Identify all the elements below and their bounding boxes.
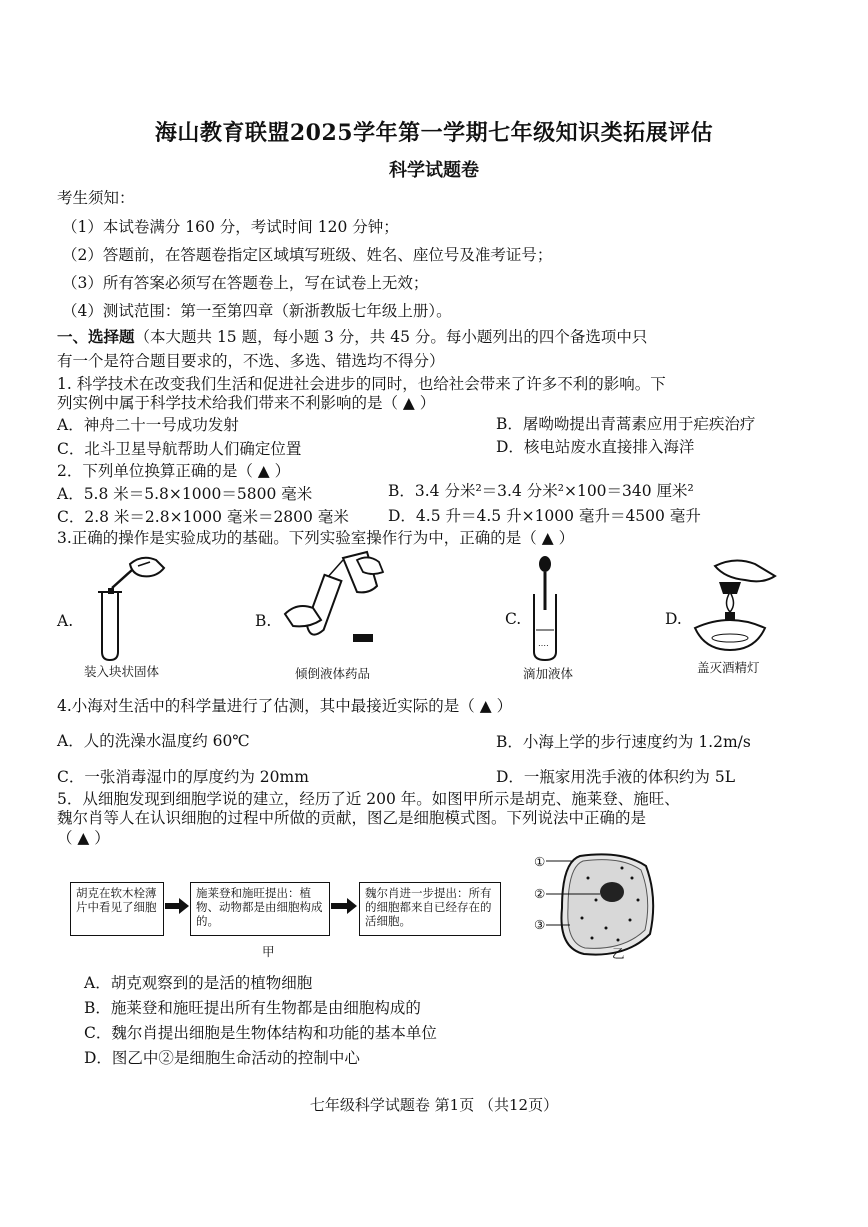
q4-option-b: B．小海上学的步行速度约为 1.2m/s [496,733,751,751]
q4-option-d: D．一瓶家用洗手液的体积约为 5L [496,768,736,786]
svg-text:‥‥: ‥‥ [538,639,549,648]
q5-option-d: D．图乙中②是细胞生命活动的控制中心 [84,1049,360,1067]
q2-option-a: A．5.8 米＝5.8×1000＝5800 毫米 [57,485,313,503]
arrow-right-icon [165,898,189,914]
q5-stem-line2: 魏尔肖等人在认识细胞的过程中所做的贡献，图乙是细胞模式图。下列说法中正确的是 [57,809,647,827]
q5-option-c: C．魏尔肖提出细胞是生物体结构和功能的基本单位 [84,1024,437,1042]
cell-marker-1: ① [534,854,546,869]
q3-caption-b: 倾倒液体药品 [295,666,371,681]
q1-option-b: B．屠呦呦提出青蒿素应用于疟疾治疗 [496,415,756,433]
q3-caption-a: 装入块状固体 [84,664,160,679]
exam-title: 海山教育联盟2025学年第一学期七年级知识类拓展评估 [154,120,714,146]
q2-option-c: C．2.8 米＝2.8×1000 毫米＝2800 毫米 [57,508,349,526]
figure-label-yi: 乙 [612,946,625,961]
section-label: 一、选择题 [57,327,135,346]
q1-stem-line2: 列实例中属于科学技术给我们带来不利影响的是（ ▲ ） [57,394,436,412]
q1-option-a: A．神舟二十一号成功发射 [57,416,239,434]
q2-stem: 2．下列单位换算正确的是（ ▲ ） [57,462,291,480]
q1-stem: 1. 科学技术在改变我们生活和促进社会进步的同时，也给社会带来了许多不利的影响。下 [57,375,666,393]
q4-stem: 4.小海对生活中的科学量进行了估测，其中最接近实际的是（ ▲ ） [57,697,513,715]
figure-alcohol-lamp [685,556,785,656]
arrow-right-icon [331,898,357,914]
q3-label-d: D. [665,610,682,628]
section-desc: （本大题共 15 题，每小题 3 分，共 45 分。每小题列出的四个备选项中只 [134,328,648,346]
q3-caption-d: 盖灭酒精灯 [697,660,760,675]
notice-item: （1）本试卷满分 160 分，考试时间 120 分钟； [62,218,399,236]
figure-solid-into-tube [90,552,170,662]
page-footer: 七年级科学试题卷 第1页 （共12页） [309,1096,559,1114]
q4-option-a: A．人的洗澡水温度约 60℃ [57,732,250,750]
history-box-schleiden-schwann: 施莱登和施旺提出：植物、动物都是由细胞构成的。 [190,882,330,936]
q5-option-a: A．胡克观察到的是活的植物细胞 [84,974,313,992]
figure-label-jia: 甲 [262,944,275,959]
q5-option-b: B．施莱登和施旺提出所有生物都是由细胞构成的 [84,999,421,1017]
exam-subtitle: 科学试题卷 [389,160,479,181]
figure-dropper [520,554,570,664]
q1-option-c: C．北斗卫星导航帮助人们确定位置 [57,440,302,458]
notice-heading: 考生须知： [57,189,135,207]
q2-option-b: B．3.4 分米²＝3.4 分米²×100＝340 厘米² [388,482,694,500]
notice-item: （4）测试范围：第一至第四章（新浙教版七年级上册）。 [62,302,452,320]
notice-item: （2）答题前，在答题卷指定区域填写班级、姓名、座位号及准考证号； [62,246,553,264]
figure-pour-liquid [265,548,415,663]
notice-item: （3）所有答案必须写在答题卷上，写在试卷上无效； [62,274,429,292]
section-desc-line2: 有一个是符合题目要求的，不选、多选、错选均不得分） [57,352,445,370]
q5-stem-line3: （ ▲ ） [57,829,110,847]
q4-option-c: C．一张消毒湿巾的厚度约为 20mm [57,768,309,786]
q3-label-a: A. [57,612,74,630]
q2-option-d: D．4.5 升＝4.5 升×1000 毫升＝4500 毫升 [388,507,701,525]
section-heading [57,325,647,347]
history-box-hooke: 胡克在软木栓薄片中看见了细胞 [70,882,164,936]
q5-stem: 5．从细胞发现到细胞学说的建立，经历了近 200 年。如图甲所示是胡克、施莱登、施旺、 [57,790,680,808]
history-box-virchow: 魏尔肖进一步提出：所有的细胞都来自已经存在的活细胞。 [359,882,501,936]
q3-label-b: B. [255,612,272,630]
q3-label-c: C. [505,610,522,628]
q3-caption-c: 滴加液体 [523,666,574,681]
cell-marker-2: ② [534,886,546,901]
q1-option-d: D．核电站废水直接排入海洋 [496,438,695,456]
cell-marker-3: ③ [534,917,546,932]
q3-stem: 3.正确的操作是实验成功的基础。下列实验室操作行为中，正确的是（ ▲ ） [57,529,575,547]
